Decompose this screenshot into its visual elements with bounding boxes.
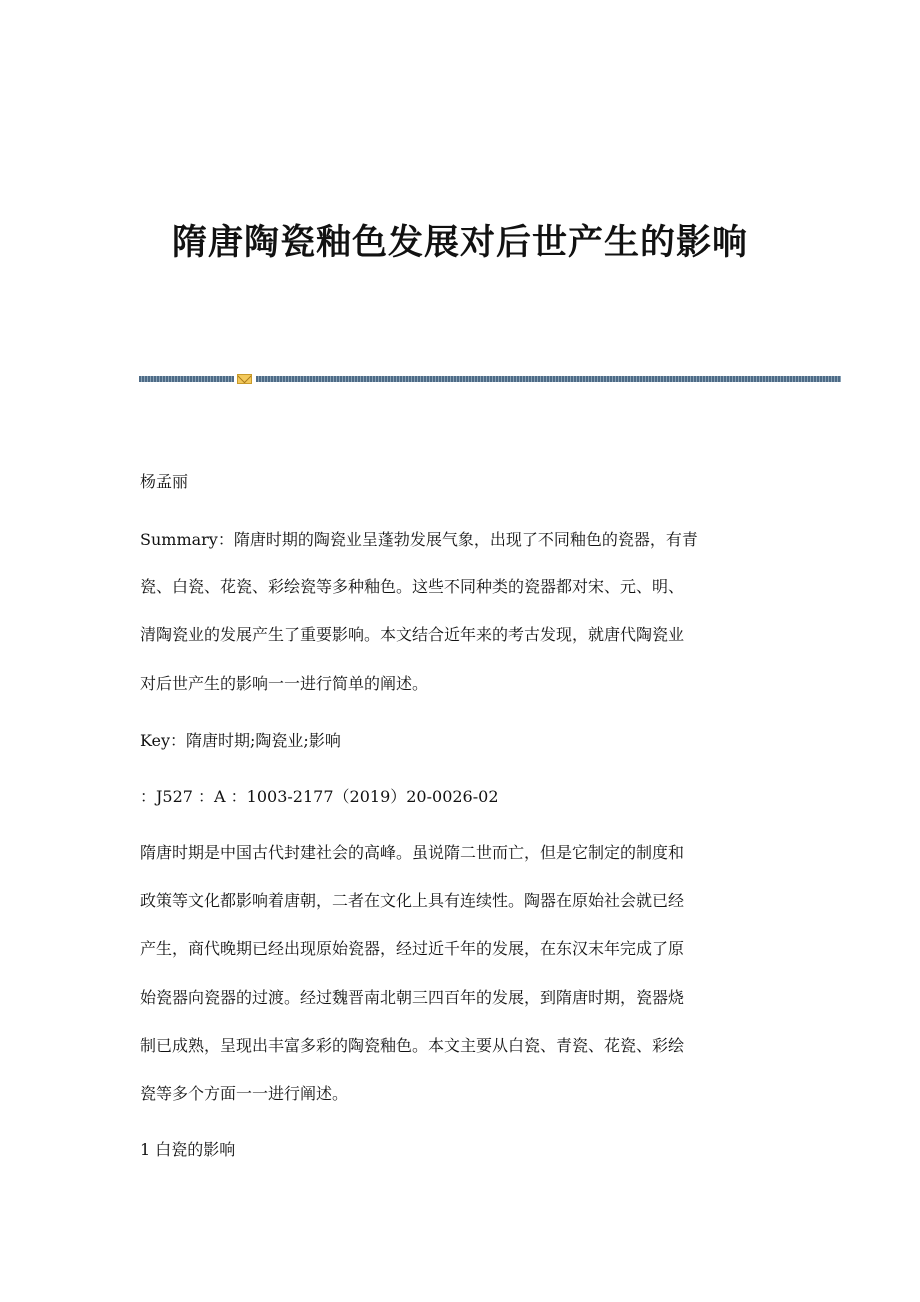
summary-line: 清陶瓷业的发展产生了重要影响。本文结合近年来的考古发现，就唐代陶瓷业: [140, 625, 685, 644]
intro-line: 始瓷器向瓷器的过渡。经过魏晋南北朝三四百年的发展，到隋唐时期，瓷器烧: [140, 988, 685, 1007]
summary-line: 对后世产生的影响一一进行简单的阐述。: [140, 674, 429, 693]
section-heading: 1 白瓷的影响: [140, 1140, 236, 1159]
document-title: 隋唐陶瓷釉色发展对后世产生的影响: [171, 222, 748, 263]
intro-line: 制已成熟，呈现出丰富多彩的陶瓷釉色。本文主要从白瓷、青瓷、花瓷、彩绘: [140, 1036, 685, 1055]
intro-line: 政策等文化都影响着唐朝，二者在文化上具有连续性。陶器在原始社会就已经: [140, 891, 685, 910]
title-divider: [139, 374, 841, 384]
envelope-icon: [237, 374, 252, 384]
summary-line: Summary：隋唐时期的陶瓷业呈蓬勃发展气象，出现了不同釉色的瓷器，有青: [140, 530, 698, 549]
intro-line: 产生，商代晚期已经出现原始瓷器，经过近千年的发展，在东汉末年完成了原: [140, 939, 685, 958]
divider-bar-left: [139, 376, 234, 382]
author-name: 杨孟丽: [140, 472, 189, 491]
summary-line: 瓷、白瓷、花瓷、彩绘瓷等多种釉色。这些不同种类的瓷器都对宋、元、明、: [140, 577, 685, 596]
classification-codes: ：J527 ：A ：1003-2177（2019）20-0026-02: [140, 787, 499, 806]
intro-line: 隋唐时期是中国古代封建社会的高峰。虽说隋二世而亡，但是它制定的制度和: [140, 843, 685, 862]
keywords: Key：隋唐时期;陶瓷业;影响: [140, 731, 341, 750]
divider-bar-right: [256, 376, 841, 382]
intro-line: 瓷等多个方面一一进行阐述。: [140, 1084, 349, 1103]
